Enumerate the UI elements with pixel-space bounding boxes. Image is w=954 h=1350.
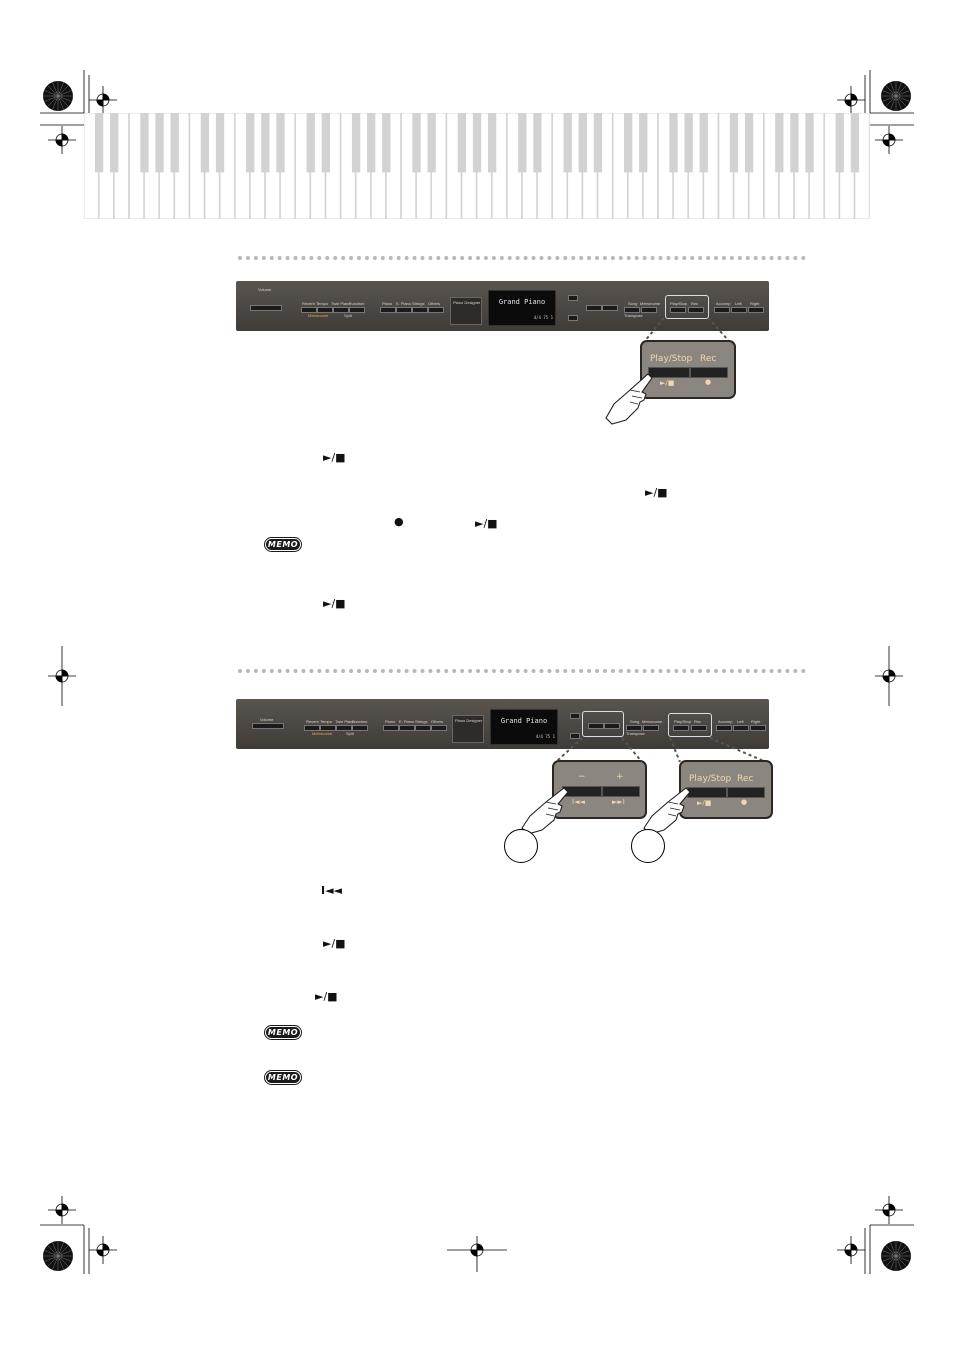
lcd-tone-name: Grand Piano [498, 298, 546, 306]
panel-label-song: Song [628, 301, 638, 306]
step-circle-1 [504, 829, 538, 863]
lcd-status: 4/4 75 1 [535, 734, 555, 739]
lcd-tone-name: Grand Piano [500, 717, 548, 725]
panel-label-metronome-sub: Metronome [308, 313, 329, 318]
panel-label-piano: Piano [382, 301, 393, 306]
panel-label-split-sub: Split [346, 731, 354, 736]
step-circle-2 [631, 829, 665, 863]
panel-label-right: Right [751, 719, 761, 724]
plus-label: + [616, 772, 624, 782]
play-stop-symbol: ►/■ [660, 379, 675, 387]
panel-label-strings: Strings [415, 719, 428, 724]
panel-label-accomp: Accomp [718, 719, 733, 724]
play-stop-symbol-6: ►/■ [315, 990, 338, 1003]
panel-label-play-stop: Play/Stop [674, 719, 692, 724]
panel-label-piano: Piano [385, 719, 396, 724]
volume-label: Volume [260, 717, 274, 722]
rewind-symbol: I◄◄ [572, 798, 585, 806]
memo-icon-1: MEMO [265, 538, 301, 551]
memo-icon-2: MEMO [265, 1026, 301, 1039]
panel-label-others: Others [428, 301, 441, 306]
panel-label-piano-designer: Piano Designer [453, 300, 481, 305]
rec-label: Rec [737, 774, 754, 784]
record-dot-symbol: ● [394, 515, 404, 528]
play-stop-label: Play/Stop [650, 354, 693, 364]
minus-label: − [578, 772, 586, 782]
panel-label-metronome-sub: Metronome [312, 731, 333, 736]
volume-label: Volume [258, 287, 272, 292]
panel-label-e-piano: E. Piano [399, 719, 415, 724]
panel-label-function: Function [352, 719, 368, 724]
play-stop-symbol-3: ►/■ [475, 517, 498, 530]
panel-label-twin-piano: Twin Piano [335, 719, 355, 724]
panel-label-right: Right [750, 301, 760, 306]
panel-label-split-sub: Split [344, 313, 352, 318]
rewind-symbol-text: I◄◄ [321, 884, 343, 897]
panel-label-tempo: Tempo [316, 301, 329, 306]
panel-label-strings: Strings [412, 301, 425, 306]
panel-label-tempo: Tempo [320, 719, 333, 724]
rec-symbol: ● [741, 798, 748, 806]
play-stop-symbol-1: ►/■ [323, 451, 346, 464]
hand-pressing-icon [520, 786, 574, 836]
memo-icon-3: MEMO [265, 1071, 301, 1084]
panel-label-accomp: Accomp [716, 301, 731, 306]
panel-label-others: Others [431, 719, 444, 724]
rec-button [727, 787, 765, 798]
play-stop-symbol-5: ►/■ [323, 937, 346, 950]
panel-label-rec: Rec [694, 719, 702, 724]
panel-label-function: Function [349, 301, 365, 306]
rec-label: Rec [700, 354, 717, 364]
play-stop-symbol-4: ►/■ [323, 597, 346, 610]
panel-label-reverb: Reverb [302, 301, 315, 306]
panel-label-transpose: Transpose [626, 731, 645, 736]
panel-label-reverb: Reverb [306, 719, 319, 724]
play-stop-symbol: ►/■ [697, 799, 712, 807]
panel-label-e-piano: E. Piano [396, 301, 412, 306]
panel-label-left: Left [737, 719, 744, 724]
rec-symbol: ● [705, 378, 712, 386]
panel-label-song: Song [630, 719, 640, 724]
panel-label-left: Left [735, 301, 742, 306]
panel-label-metronome: Metronome [640, 301, 661, 306]
panel-label-piano-designer: Piano Designer [455, 718, 483, 723]
plus-button [602, 786, 640, 797]
play-stop-symbol-2: ►/■ [645, 486, 668, 499]
panel-label-metronome: Metronome [642, 719, 663, 724]
panel-label-play-stop: Play/Stop [670, 301, 688, 306]
panel-label-rec: Rec [691, 301, 699, 306]
panel-label-transpose: Transpose [624, 313, 643, 318]
panel-label-twin-piano: Twin Piano [331, 301, 351, 306]
fast-forward-symbol: ►►I [612, 798, 625, 806]
play-stop-label: Play/Stop [689, 774, 732, 784]
lcd-status: 4/4 75 1 [533, 315, 553, 320]
